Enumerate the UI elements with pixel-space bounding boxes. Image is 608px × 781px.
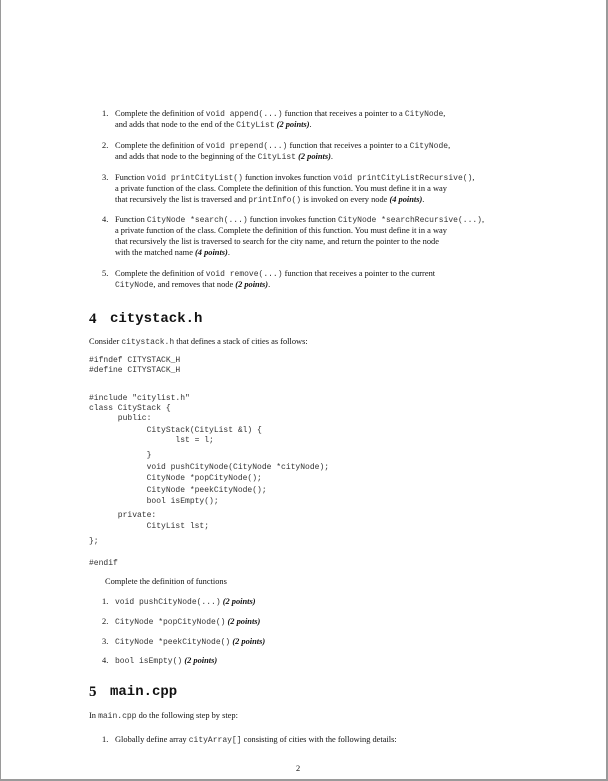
- item-number: 2.: [102, 141, 109, 150]
- item-number: 5.: [102, 269, 109, 278]
- functions-intro: Complete the definition of functions: [105, 577, 227, 586]
- section-intro: In main.cpp do the following step by step:: [89, 711, 238, 721]
- item-text-line: that recursively the list is traversed and printInfo() is invoked on every node (4 points).: [115, 195, 425, 205]
- code-line: bool isEmpty();: [89, 497, 219, 506]
- code-line: #define CITYSTACK_H: [89, 366, 181, 375]
- item-text-line: CityNode *popCityNode() (2 points): [115, 617, 261, 627]
- item-number: 4.: [102, 215, 109, 224]
- item-number: 3.: [102, 637, 109, 646]
- item-number: 3.: [102, 173, 109, 182]
- section-number: 4: [89, 311, 97, 327]
- code-line: CityStack(CityList &l) {: [89, 426, 262, 435]
- item-text-line: void pushCityNode(...) (2 points): [115, 597, 256, 607]
- code-line: CityNode *peekCityNode();: [89, 486, 267, 495]
- item-text-line: Function void printCityList() function invokes function void printCityListRecursive(),: [115, 173, 475, 183]
- code-line: CityList lst;: [89, 522, 210, 531]
- code-line: }: [89, 451, 152, 460]
- section-number: 5: [89, 684, 97, 700]
- code-line: #include "citylist.h": [89, 394, 190, 403]
- section-intro: Consider citystack.h that defines a stack of cities as follows:: [89, 337, 308, 347]
- item-text-line: CityNode, and removes that node (2 points).: [115, 280, 271, 290]
- code-line: void pushCityNode(CityNode *cityNode);: [89, 463, 330, 472]
- item-text-line: bool isEmpty() (2 points): [115, 656, 218, 666]
- code-line: };: [89, 537, 99, 546]
- code-line: public:: [89, 414, 152, 423]
- item-text-line: a private function of the class. Complete the definition of this function. You must define it in a way: [115, 184, 447, 193]
- code-line: lst = l;: [89, 436, 214, 445]
- item-text-line: Complete the definition of void prepend(...) function that receives a pointer to a CityNode,: [115, 141, 451, 151]
- item-text-line: CityNode *peekCityNode() (2 points): [115, 637, 266, 647]
- item-number: 1.: [102, 597, 109, 606]
- code-line: #ifndef CITYSTACK_H: [89, 356, 181, 365]
- item-text-line: and adds that node to the beginning of the CityList (2 points).: [115, 152, 333, 162]
- item-number: 1.: [102, 109, 109, 118]
- item-text-line: Function CityNode *search(...) function invokes function CityNode *searchRecursive(...),: [115, 215, 485, 225]
- item-text-line: with the matched name (4 points).: [115, 248, 230, 257]
- item-text-line: that recursively the list is traversed to search for the city name, and return the pointer to the node: [115, 237, 439, 246]
- item-text-line: Complete the definition of void remove(...) function that receives a pointer to the current: [115, 269, 436, 279]
- item-number: 4.: [102, 656, 109, 665]
- item-text-line: Complete the definition of void append(...) function that receives a pointer to a CityNode,: [115, 109, 446, 119]
- code-line: private:: [89, 511, 157, 520]
- section-title: main.cpp: [110, 684, 178, 700]
- code-line: class CityStack {: [89, 404, 171, 413]
- code-line: #endif: [89, 559, 118, 568]
- page-number: 2: [296, 764, 301, 773]
- code-line: CityNode *popCityNode();: [89, 474, 262, 483]
- item-number: 2.: [102, 617, 109, 626]
- item-number: 1.: [102, 735, 109, 744]
- section-title: citystack.h: [110, 311, 203, 327]
- item-text-line: and adds that node to the end of the CityList (2 points).: [115, 120, 312, 130]
- item-text-line: a private function of the class. Complete the definition of this function. You must define it in a way: [115, 226, 447, 235]
- item-text-line: Globally define array cityArray[] consisting of cities with the following details:: [115, 735, 397, 745]
